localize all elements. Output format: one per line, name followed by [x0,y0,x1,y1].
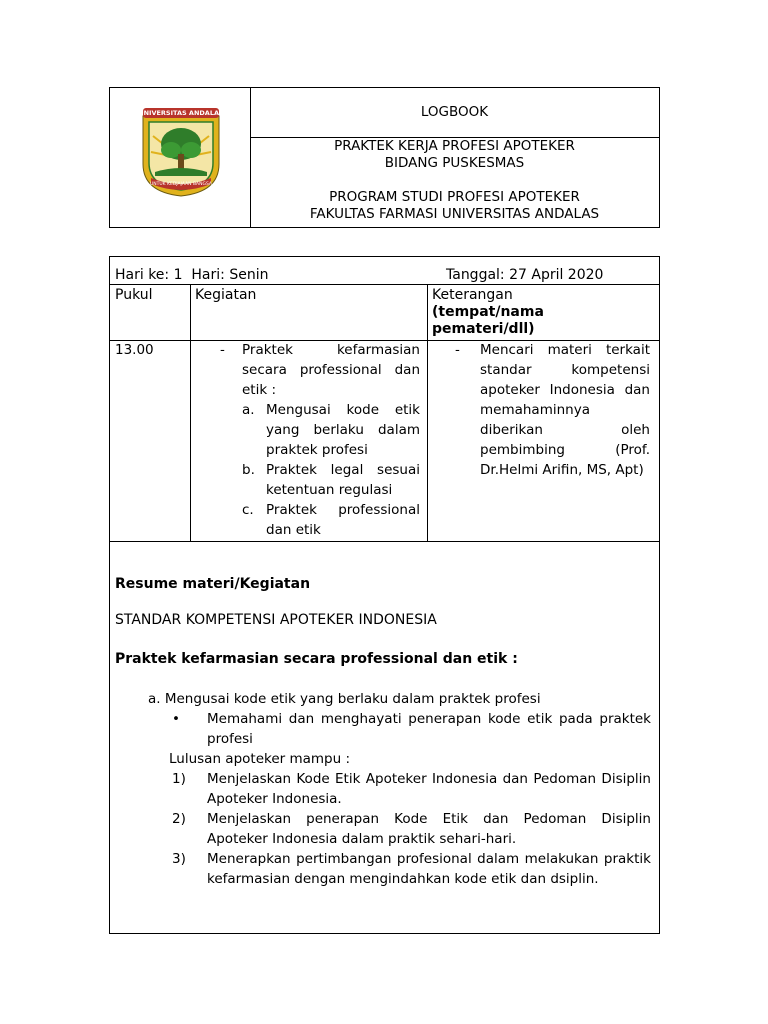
program-line: PROGRAM STUDI PROFESI APOTEKER [329,189,580,205]
standard-title: STANDAR KOMPETENSI APOTEKER INDONESIA [115,612,437,628]
sub-item-b: Praktek legal sesuai ketentuan regulasi [266,462,420,498]
numbered-1: Menjelaskan Kode Etik Apoteker Indonesia dan Pedoman Disiplin Apoteker Indonesia. [207,771,651,807]
program-line: BIDANG PUSKESMAS [384,155,525,171]
bullet-text: Memahami dan menghayati penerapan kode etik pada praktek profesi [207,711,651,747]
logo-text-bottom: UNTUK KEDJAJAAN BANGSA [149,182,213,187]
day-label: Hari ke: 1 Hari: Senin [115,267,269,283]
column-notes: Keterangan (tempat/nama pemateri/dll) [432,287,544,337]
column-activity: Kegiatan [195,287,257,303]
program-line: FAKULTAS FARMASI UNIVERSITAS ANDALAS [309,206,600,222]
sub-item-a: Mengusai kode etik yang berlaku dalam praktek profesi [266,402,420,458]
date-label: Tanggal: 27 April 2020 [446,267,604,283]
sub-item-a-marker: a. [242,402,255,418]
bullet-icon: • [172,711,180,727]
practice-heading: Praktek kefarmasian secara professional dan etik : [115,651,518,667]
resume-heading: Resume materi/Kegiatan [115,576,311,592]
sub-item-b-marker: b. [242,462,255,478]
entry-time: 13.00 [115,342,154,358]
logo-text-top: UNIVERSITAS ANDALAS [138,109,224,117]
program-line: PRAKTEK KERJA PROFESI APOTEKER [334,138,575,154]
logbook-title: LOGBOOK [250,88,659,138]
numbered-2: Menjelaskan penerapan Kode Etik dan Pedoman Disiplin Apoteker Indonesia dalam praktik sehari-hari. [207,811,651,847]
program-title [250,138,659,223]
item-a: a. Mengusai kode etik yang berlaku dalam praktek profesi [148,691,541,707]
numbered-1-marker: 1) [172,771,186,787]
numbered-3-marker: 3) [172,851,186,867]
numbered-2-marker: 2) [172,811,186,827]
notes-text: Mencari materi terkait standar kompetensi apoteker Indonesia dan memahaminnya diberikan oleh pembimbing (Prof. Dr.Helmi Arifin, MS, Apt) [480,342,650,478]
notes-dash: - [455,342,460,358]
activity-table [109,256,660,934]
activity-dash: - [220,342,225,358]
graduate-intro: Lulusan apoteker mampu : [169,751,351,767]
sub-item-c: Praktek professional dan etik [266,502,420,538]
numbered-3: Menerapkan pertimbangan profesional dalam melakukan praktik kefarmasian dengan mengindahkan kode etik dan dsiplin. [207,851,651,887]
activity-main: Praktek kefarmasian secara professional dan etik : [242,342,420,398]
header-table [109,87,660,228]
logo-cell [110,88,251,227]
sub-item-c-marker: c. [242,502,254,518]
column-time: Pukul [115,287,153,303]
